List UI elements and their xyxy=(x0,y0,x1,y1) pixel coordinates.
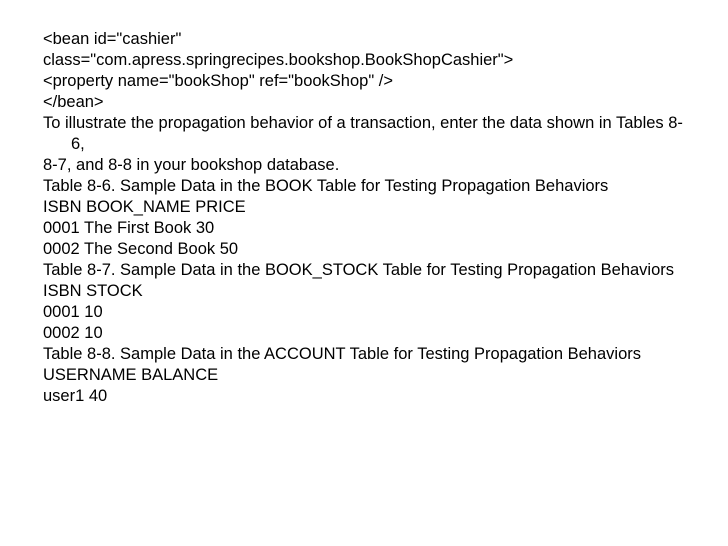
table-8-7-header: ISBN STOCK xyxy=(43,282,143,300)
code-bean-close: </bean> xyxy=(43,93,104,111)
code-property: <property name="bookShop" ref="bookShop" /> xyxy=(43,72,393,90)
table-8-6-caption: Table 8-6. Sample Data in the BOOK Table for Testing Propagation Behaviors xyxy=(43,177,609,195)
table-8-6-header: ISBN BOOK_NAME PRICE xyxy=(43,198,246,216)
code-bean-class: class="com.apress.springrecipes.bookshop.BookShopCashier"> xyxy=(43,51,514,69)
table-8-8-caption: Table 8-8. Sample Data in the ACCOUNT Table for Testing Propagation Behaviors xyxy=(43,345,641,363)
table-8-7-row: 0001 10 xyxy=(43,303,103,321)
table-8-7-row: 0002 10 xyxy=(43,324,103,342)
code-bean-open: <bean id="cashier" xyxy=(43,30,182,48)
instruction-paragraph: To illustrate the propagation behavior of a transaction, enter the data shown in Tables 8-6, xyxy=(43,114,683,153)
text-block xyxy=(43,29,683,407)
table-8-7-caption: Table 8-7. Sample Data in the BOOK_STOCK Table for Testing Propagation Behaviors xyxy=(43,261,675,279)
table-8-6-row: 0002 The Second Book 50 xyxy=(43,240,239,258)
instruction-continuation: 8-7, and 8-8 in your bookshop database. xyxy=(43,156,340,174)
table-8-8-header: USERNAME BALANCE xyxy=(43,366,219,384)
table-8-8-row: user1 40 xyxy=(43,387,108,405)
table-8-6-row: 0001 The First Book 30 xyxy=(43,219,215,237)
